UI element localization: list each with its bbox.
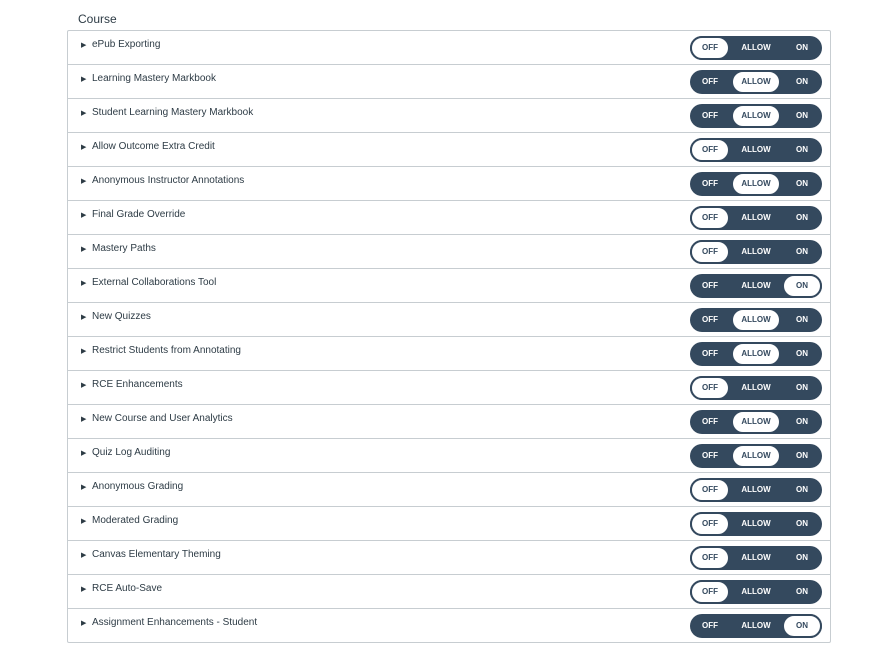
- feature-name[interactable]: ePub Exporting: [92, 39, 161, 50]
- caret-right-icon[interactable]: ▶: [81, 144, 87, 151]
- feature-row: [68, 371, 830, 405]
- feature-row: [68, 31, 830, 65]
- toggle-option-on[interactable]: ON: [796, 383, 808, 392]
- toggle-option-off[interactable]: OFF: [702, 281, 718, 290]
- toggle-option-on[interactable]: ON: [796, 519, 808, 528]
- toggle-option-allow[interactable]: ALLOW: [741, 587, 771, 596]
- toggle-option-allow[interactable]: ALLOW: [731, 444, 781, 468]
- toggle-option-allow[interactable]: ALLOW: [741, 281, 771, 290]
- feature-row: [68, 609, 830, 642]
- toggle-option-allow[interactable]: ALLOW: [731, 172, 781, 196]
- toggle-option-allow[interactable]: ALLOW: [741, 485, 771, 494]
- feature-row: [68, 99, 830, 133]
- feature-state-toggle[interactable]: [690, 478, 822, 502]
- toggle-option-allow[interactable]: ALLOW: [741, 519, 771, 528]
- toggle-option-allow[interactable]: ALLOW: [731, 70, 781, 94]
- caret-right-icon[interactable]: ▶: [81, 484, 87, 491]
- feature-row: [68, 541, 830, 575]
- feature-state-toggle[interactable]: [690, 342, 822, 366]
- caret-right-icon[interactable]: ▶: [81, 382, 87, 389]
- toggle-option-allow[interactable]: ALLOW: [741, 145, 771, 154]
- feature-state-toggle[interactable]: [690, 274, 822, 298]
- toggle-option-off[interactable]: OFF: [702, 417, 718, 426]
- feature-table: [67, 30, 831, 643]
- toggle-option-on[interactable]: ON: [796, 77, 808, 86]
- toggle-option-off[interactable]: OFF: [690, 580, 730, 604]
- feature-state-toggle[interactable]: [690, 240, 822, 264]
- feature-name[interactable]: Quiz Log Auditing: [92, 447, 171, 458]
- toggle-option-on[interactable]: ON: [796, 145, 808, 154]
- feature-row: [68, 235, 830, 269]
- toggle-option-on[interactable]: ON: [796, 315, 808, 324]
- feature-state-toggle[interactable]: [690, 172, 822, 196]
- feature-name[interactable]: Anonymous Grading: [92, 481, 184, 492]
- feature-name[interactable]: Anonymous Instructor Annotations: [92, 175, 245, 186]
- toggle-option-off[interactable]: OFF: [690, 240, 730, 264]
- feature-name[interactable]: Final Grade Override: [92, 209, 186, 220]
- feature-row: [68, 405, 830, 439]
- toggle-option-on[interactable]: ON: [796, 349, 808, 358]
- caret-right-icon[interactable]: ▶: [81, 450, 87, 457]
- feature-row: [68, 269, 830, 303]
- toggle-option-allow[interactable]: ALLOW: [741, 247, 771, 256]
- caret-right-icon[interactable]: ▶: [81, 280, 87, 287]
- toggle-option-off[interactable]: OFF: [690, 546, 730, 570]
- feature-name[interactable]: New Course and User Analytics: [92, 413, 233, 424]
- toggle-option-allow[interactable]: ALLOW: [731, 104, 781, 128]
- caret-right-icon[interactable]: ▶: [81, 212, 87, 219]
- toggle-option-off[interactable]: OFF: [702, 451, 718, 460]
- toggle-option-allow[interactable]: ALLOW: [741, 553, 771, 562]
- feature-row: [68, 473, 830, 507]
- caret-right-icon[interactable]: ▶: [81, 416, 87, 423]
- caret-right-icon[interactable]: ▶: [81, 348, 87, 355]
- feature-name[interactable]: New Quizzes: [92, 311, 151, 322]
- feature-name[interactable]: RCE Auto-Save: [92, 583, 163, 594]
- toggle-option-on[interactable]: ON: [796, 247, 808, 256]
- toggle-option-on[interactable]: ON: [796, 43, 808, 52]
- toggle-option-allow[interactable]: ALLOW: [741, 213, 771, 222]
- toggle-option-off[interactable]: OFF: [702, 315, 718, 324]
- caret-right-icon[interactable]: ▶: [81, 246, 87, 253]
- toggle-option-off[interactable]: OFF: [702, 179, 718, 188]
- feature-state-toggle[interactable]: [690, 512, 822, 536]
- feature-row: [68, 303, 830, 337]
- feature-state-toggle[interactable]: [690, 410, 822, 434]
- feature-name[interactable]: External Collaborations Tool: [92, 277, 217, 288]
- toggle-option-on[interactable]: ON: [796, 213, 808, 222]
- toggle-option-off[interactable]: OFF: [702, 111, 718, 120]
- toggle-option-on[interactable]: ON: [796, 417, 808, 426]
- feature-state-toggle[interactable]: [690, 36, 822, 60]
- caret-right-icon[interactable]: ▶: [81, 586, 87, 593]
- toggle-option-off[interactable]: OFF: [690, 138, 730, 162]
- feature-row: [68, 201, 830, 235]
- section-title: Course: [78, 12, 117, 26]
- toggle-option-on[interactable]: ON: [782, 614, 822, 638]
- feature-row: [68, 575, 830, 609]
- feature-state-toggle[interactable]: [690, 104, 822, 128]
- toggle-option-on[interactable]: ON: [796, 553, 808, 562]
- caret-right-icon[interactable]: ▶: [81, 76, 87, 83]
- toggle-option-on[interactable]: ON: [796, 451, 808, 460]
- toggle-option-allow[interactable]: ALLOW: [731, 308, 781, 332]
- toggle-option-allow[interactable]: ALLOW: [741, 383, 771, 392]
- feature-state-toggle[interactable]: [690, 376, 822, 400]
- toggle-option-off[interactable]: OFF: [690, 206, 730, 230]
- feature-state-toggle[interactable]: [690, 580, 822, 604]
- toggle-option-on[interactable]: ON: [782, 274, 822, 298]
- feature-row: [68, 507, 830, 541]
- caret-right-icon[interactable]: ▶: [81, 178, 87, 185]
- feature-name[interactable]: Canvas Elementary Theming: [92, 549, 221, 560]
- feature-state-toggle[interactable]: [690, 138, 822, 162]
- toggle-option-on[interactable]: ON: [796, 587, 808, 596]
- caret-right-icon[interactable]: ▶: [81, 110, 87, 117]
- toggle-option-allow[interactable]: ALLOW: [741, 43, 771, 52]
- toggle-option-off[interactable]: OFF: [702, 349, 718, 358]
- toggle-option-off[interactable]: OFF: [690, 36, 730, 60]
- toggle-option-allow[interactable]: ALLOW: [731, 410, 781, 434]
- toggle-option-on[interactable]: ON: [796, 485, 808, 494]
- feature-row: [68, 133, 830, 167]
- feature-row: [68, 167, 830, 201]
- feature-name[interactable]: Mastery Paths: [92, 243, 156, 254]
- toggle-option-off[interactable]: OFF: [690, 478, 730, 502]
- toggle-option-off[interactable]: OFF: [702, 621, 718, 630]
- caret-right-icon[interactable]: ▶: [81, 552, 87, 559]
- feature-state-toggle[interactable]: [690, 206, 822, 230]
- feature-state-toggle[interactable]: [690, 614, 822, 638]
- toggle-option-allow[interactable]: ALLOW: [741, 621, 771, 630]
- toggle-option-allow[interactable]: ALLOW: [731, 342, 781, 366]
- feature-state-toggle[interactable]: [690, 444, 822, 468]
- feature-name[interactable]: Learning Mastery Markbook: [92, 73, 216, 84]
- feature-state-toggle[interactable]: [690, 70, 822, 94]
- caret-right-icon[interactable]: ▶: [81, 518, 87, 525]
- caret-right-icon[interactable]: ▶: [81, 42, 87, 49]
- feature-state-toggle[interactable]: [690, 546, 822, 570]
- feature-state-toggle[interactable]: [690, 308, 822, 332]
- feature-name[interactable]: Student Learning Mastery Markbook: [92, 107, 254, 118]
- feature-row: [68, 65, 830, 99]
- caret-right-icon[interactable]: ▶: [81, 620, 87, 627]
- caret-right-icon[interactable]: ▶: [81, 314, 87, 321]
- toggle-option-on[interactable]: ON: [796, 111, 808, 120]
- toggle-option-off[interactable]: OFF: [690, 376, 730, 400]
- feature-name[interactable]: Restrict Students from Annotating: [92, 345, 241, 356]
- feature-name[interactable]: Moderated Grading: [92, 515, 179, 526]
- feature-name[interactable]: Assignment Enhancements - Student: [92, 617, 258, 628]
- toggle-option-on[interactable]: ON: [796, 179, 808, 188]
- toggle-option-off[interactable]: OFF: [690, 512, 730, 536]
- feature-name[interactable]: RCE Enhancements: [92, 379, 183, 390]
- feature-row: [68, 337, 830, 371]
- toggle-option-off[interactable]: OFF: [702, 77, 718, 86]
- feature-row: [68, 439, 830, 473]
- feature-name[interactable]: Allow Outcome Extra Credit: [92, 141, 215, 152]
